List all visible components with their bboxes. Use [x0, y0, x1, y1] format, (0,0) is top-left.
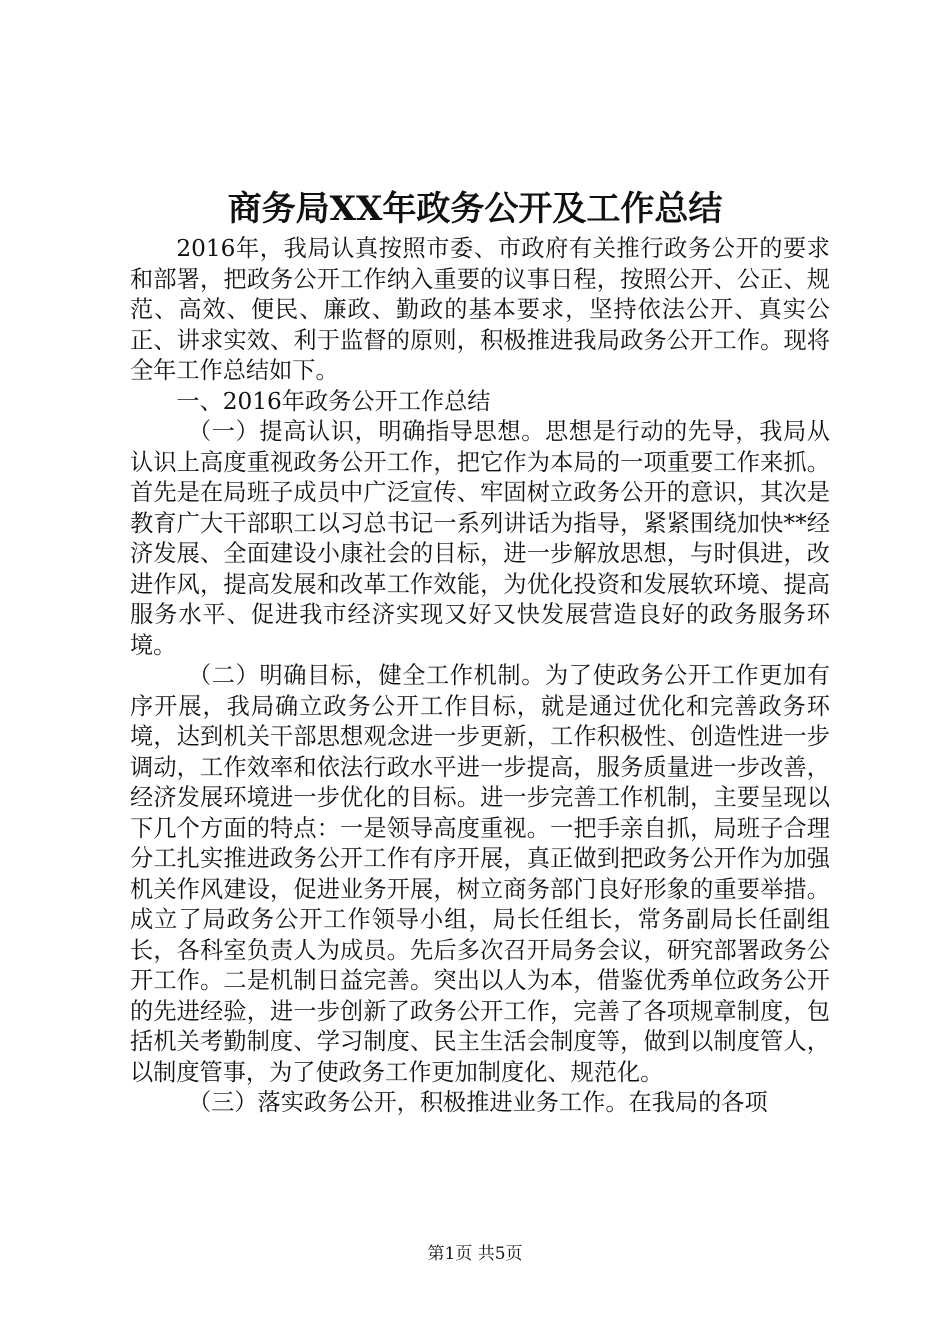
section-heading-1: 一、2016年政务公开工作总结	[176, 387, 491, 415]
page-footer	[0, 1242, 950, 1266]
paragraph-section-1-1: （一）提高认识，明确指导思想。思想是行动的先导，我局从认识上高度重视政务公开工作，把它作为本局的一项重要工作来抓。首先是在局班子成员中广泛宣传、牢固树立政务公开的意识，其次是教育广大干部职工以习总书记一系列讲话为指导，紧紧围绕加快**经济发展、全面建设小康社会的目标，进一步解放思想，与时俱进，改进作风，提高发展和改革工作效能，为优化投资和发展软环境、提高服务水平、促进我市经济实现又好又快发展营造良好的政务服务环境。	[130, 418, 830, 659]
paragraph-intro: 2016年，我局认真按照市委、市政府有关推行政务公开的要求和部署，把政务公开工作纳入重要的议事日程，按照公开、公正、规范、高效、便民、廉政、勤政的基本要求，坚持依法公开、真实公正、讲求实效、利于监督的原则，积极推进我局政务公开工作。现将全年工作总结如下。	[130, 235, 830, 384]
document-body	[130, 234, 830, 1119]
paragraph-section-1-2: （二）明确目标，健全工作机制。为了使政务公开工作更加有序开展，我局确立政务公开工作目标，就是通过优化和完善政务环境，达到机关干部思想观念进一步更新，工作积极性、创造性进一步调动，工作效率和依法行政水平进一步提高，服务质量进一步改善，经济发展环境进一步优化的目标。进一步完善工作机制，主要呈现以下几个方面的特点：一是领导高度重视。一把手亲自抓，局班子合理分工扎实推进政务公开工作有序开展，真正做到把政务公开作为加强机关作风建设，促进业务开展，树立商务部门良好形象的重要举措。成立了局政务公开工作领导小组，局长任组长，常务副局长任副组长，各科室负责人为成员。先后多次召开局务会议，研究部署政务公开工作。二是机制日益完善。突出以人为本，借鉴优秀单位政务公开的先进经验，进一步创新了政务公开工作，完善了各项规章制度，包括机关考勤制度、学习制度、民主生活会制度等，做到以制度管人，以制度管事，为了使政务工作更加制度化、规范化。	[130, 662, 830, 1086]
page-indicator: 第1页 共5页	[427, 1244, 523, 1264]
paragraph-section-1-3: （三）落实政务公开，积极推进业务工作。在我局的各项	[188, 1089, 768, 1116]
document-title: 商务局XX年政务公开及工作总结	[227, 189, 723, 229]
